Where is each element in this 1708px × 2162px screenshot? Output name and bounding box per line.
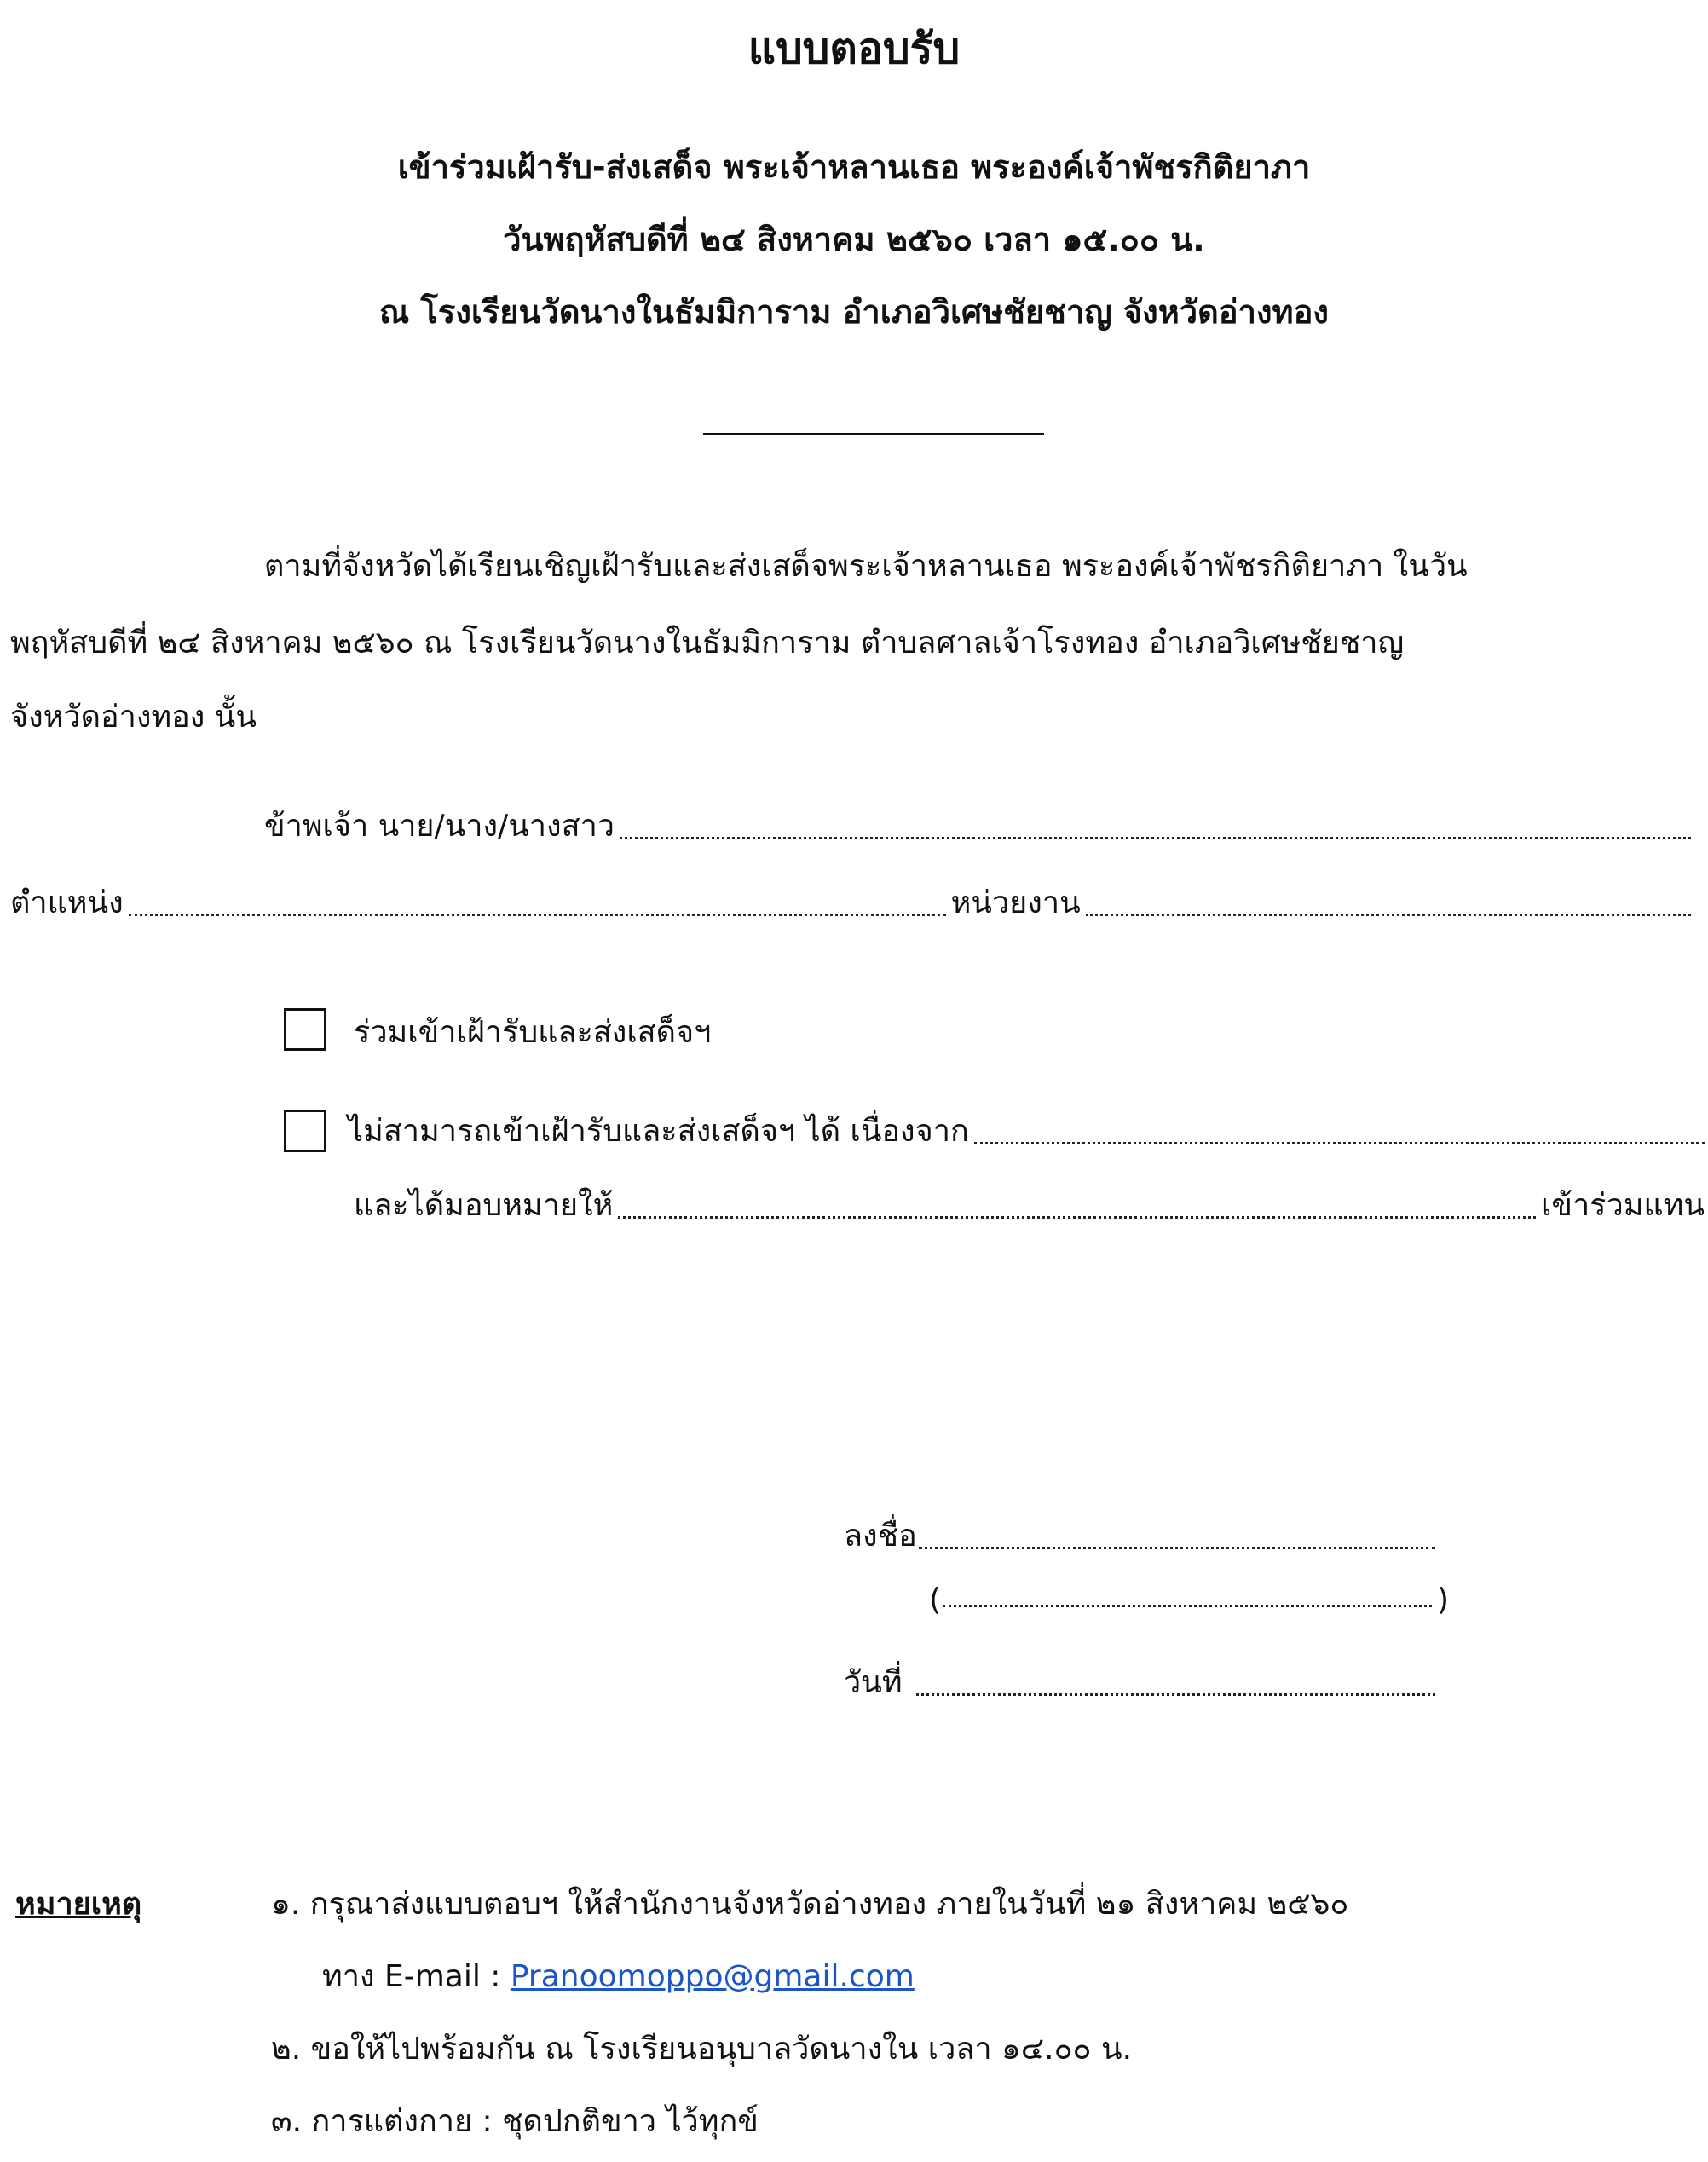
note-item-2: ๒. ขอให้ไปพร้อมกัน ณ โรงเรียนอนุบาลวัดนางใน เวลา ๑๔.๐๐ น. (271, 2032, 1133, 2067)
unit-field[interactable] (1086, 914, 1691, 916)
paragraph-line-2: พฤหัสบดีที่ ๒๔ สิงหาคม ๒๕๖๐ ณ โรงเรียนวัดนางในธัมมิการาม ตำบลศาลเจ้าโรงทอง อำเภอวิเศษชัยชาญ (10, 626, 1405, 660)
note-email-row (322, 1952, 915, 2000)
date-field[interactable] (916, 1693, 1435, 1696)
delegate-name-field[interactable] (618, 1216, 1536, 1219)
decline-reason-field[interactable] (974, 1142, 1705, 1144)
position-row (10, 878, 1696, 926)
name-label: ข้าพเจ้า นาย/นาง/นางสาว (264, 809, 615, 844)
attend-label: ร่วมเข้าเฝ้ารับและส่งเสด็จฯ (354, 1015, 712, 1050)
signature-row (844, 1511, 1440, 1560)
title-divider (703, 433, 1044, 435)
printed-name-row (929, 1583, 1449, 1617)
date-label: วันที่ (844, 1665, 903, 1700)
name-field[interactable] (620, 837, 1691, 839)
email-prefix: ทาง E-mail : (322, 1959, 511, 1994)
notes-label: หมายเหตุ (15, 1887, 142, 1922)
date-row (844, 1658, 1440, 1706)
decline-checkbox[interactable] (284, 1110, 326, 1152)
paren-close: ) (1436, 1583, 1449, 1617)
paren-open: ( (929, 1583, 942, 1617)
note-item-1: ๑. กรุณาส่งแบบตอบฯ ให้สำนักงานจังหวัดอ่างทอง ภายในวันที่ ๒๑ สิงหาคม ๒๕๖๐ (271, 1887, 1349, 1922)
position-label: ตำแหน่ง (10, 885, 124, 920)
name-row (264, 801, 1696, 850)
note-item-3: ๓. การแต่งกาย : ชุดปกติขาว ไว้ทุกข์ (271, 2104, 759, 2139)
delegate-row (354, 1180, 1705, 1229)
signature-field[interactable] (919, 1547, 1435, 1549)
unit-label: หน่วยงาน (950, 885, 1081, 920)
delegate-suffix: เข้าร่วมแทน (1541, 1188, 1705, 1223)
subtitle-date: วันพฤหัสบดีที่ ๒๔ สิงหาคม ๒๕๖๐ เวลา ๑๕.๐๐ น. (503, 221, 1205, 258)
decline-row (348, 1106, 1705, 1155)
signature-label: ลงชื่อ (844, 1519, 917, 1554)
paragraph-line-1: ตามที่จังหวัดได้เรียนเชิญเฝ้ารับและส่งเสด็จพระเจ้าหลานเธอ พระองค์เจ้าพัชรกิติยาภา ในวัน (264, 549, 1468, 584)
printed-name-field[interactable] (943, 1605, 1432, 1607)
delegate-label: และได้มอบหมายให้ (354, 1188, 614, 1223)
email-link[interactable]: Pranoomoppo@gmail.com (510, 1959, 915, 1994)
subtitle-location: ณ โรงเรียนวัดนางในธัมมิการาม อำเภอวิเศษชัยชาญ จังหวัดอ่างทอง (379, 293, 1329, 331)
subtitle-event: เข้าร่วมเฝ้ารับ-ส่งเสด็จ พระเจ้าหลานเธอ พระองค์เจ้าพัชรกิติยาภา (397, 148, 1311, 186)
paragraph-line-3: จังหวัดอ่างทอง นั้น (10, 700, 257, 735)
position-field[interactable] (129, 914, 946, 916)
attend-checkbox[interactable] (284, 1008, 326, 1051)
page-title: แบบตอบรับ (747, 24, 961, 73)
decline-label: ไม่สามารถเข้าเฝ้ารับและส่งเสด็จฯ ได้ เนื่องจาก (348, 1114, 969, 1149)
